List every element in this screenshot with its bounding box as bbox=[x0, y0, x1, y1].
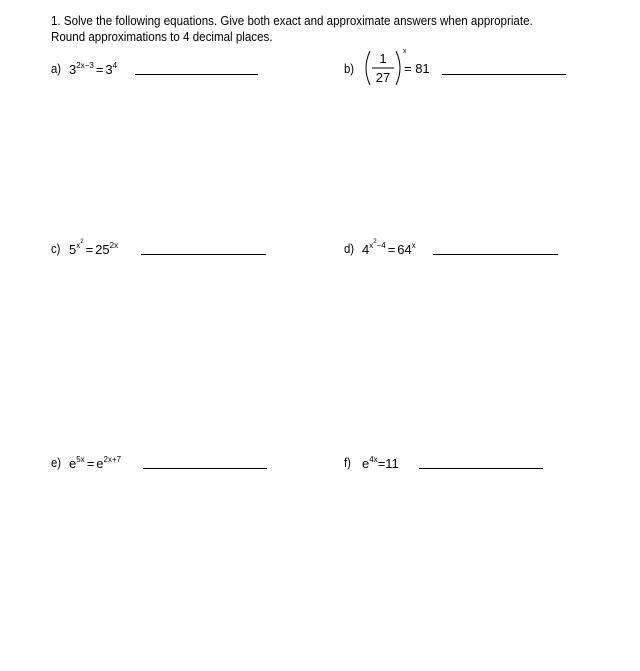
problem-c-label: c) bbox=[51, 242, 61, 256]
answer-blank-f[interactable] bbox=[419, 468, 543, 469]
problem-a-equation: $3^{2x-3} = 3^4$ bbox=[69, 60, 118, 77]
fraction-denominator: 27 bbox=[375, 70, 391, 85]
problem-f-label: f) bbox=[344, 456, 351, 470]
answer-blank-e[interactable] bbox=[143, 468, 267, 469]
problem-d-label: d) bbox=[344, 242, 355, 256]
problem-b-label: b) bbox=[344, 62, 355, 76]
answer-blank-d[interactable] bbox=[433, 254, 558, 255]
instructions-text: 1. Solve the following equations. Give both exact and approximate answers when appropriate. Round approximations to 4 decimal places. bbox=[51, 14, 533, 44]
problem-e-label: e) bbox=[51, 456, 62, 470]
fraction-exponent: x bbox=[403, 48, 407, 55]
answer-blank-b[interactable] bbox=[442, 74, 566, 75]
problem-d-equation: $4^{x^2-4} = 64^x$ bbox=[362, 239, 416, 257]
problem-f-equation: $e^{4x}=11$ bbox=[362, 454, 399, 471]
problem-a-label: a) bbox=[51, 62, 62, 76]
problem-e-equation: $e^{5x} = e^{2x+7}$ bbox=[69, 454, 122, 471]
fraction-numerator: 1 bbox=[379, 51, 387, 66]
answer-blank-a[interactable] bbox=[135, 74, 258, 75]
problem-c-equation: $5^{x^2} = 25^{2x}$ bbox=[69, 239, 119, 257]
problem-b-rhs: = 81 bbox=[404, 61, 430, 76]
answer-blank-c[interactable] bbox=[141, 254, 266, 255]
